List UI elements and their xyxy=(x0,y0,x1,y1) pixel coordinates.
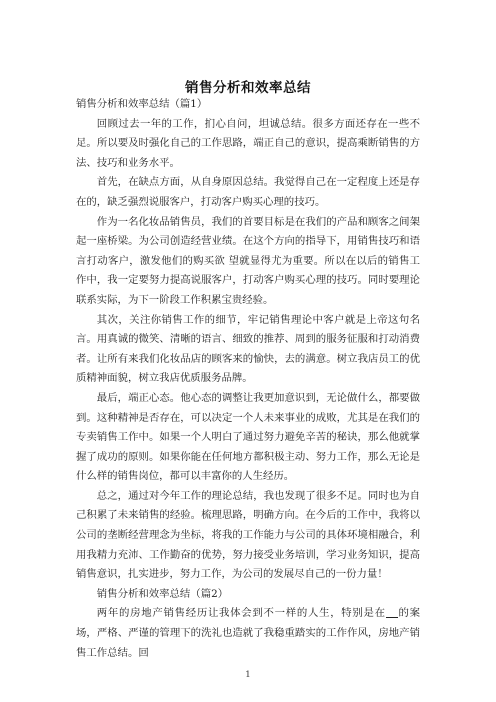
page-number: 1 xyxy=(245,670,251,680)
section-1-paragraph-5: 最后，端正心态。他心态的调整让我更加意识到，无论做什么，都要做到。这种精神是否存在，可以决定一个人未来事业的成败，尤其是在我们的专卖销售工作中。如果一个人明白了通过努力避免辛苦的秘诀，那么他就掌握了成功的原则。如果你能在任何地方都积极主动、努力工作，那么无论是什么样的销售岗位，都可以丰富你的人生经历。 xyxy=(76,391,420,483)
section-2-text-after-blank: 的案场，严格、严谨的管理下的洗礼也造就了我稳重踏实的工作作风，房地产销售工作总结。回 xyxy=(76,607,421,659)
document-title: 销售分析和效率总结 xyxy=(185,80,311,96)
section-1-paragraph-6: 总之，通过对今年工作的理论总结，我也发现了很多不足。同时也为自己积累了未来销售的经验。梳理思路，明确方向。在今后的工作中，我将以公司的垄断经营理念为坐标，将我的工作能力与公司的具体环境相融合，利用我精力充沛、工作勤奋的优势，努力接受业务培训，学习业务知识，提高销售意识，扎实进步，努力工作，为公司的发展尽自己的一份力量！ xyxy=(76,489,420,581)
section-1-paragraph-1: 回顾过去一年的工作，扪心自问，坦诚总结。很多方面还存在一些不足。所以要及时强化自己的工作思路，端正自己的意识，提高乘断销售的方法、技巧和业务水平。 xyxy=(76,117,420,169)
section-1-paragraph-2: 首先，在缺点方面，从自身原因总结。我觉得自己在一定程度上还是存在的，缺乏强烈说服客户，打动客户购买心理的技巧。 xyxy=(76,176,420,208)
section-1-paragraph-4: 其次，关注你销售工作的细节，牢记销售理论中客户就是上帝这句名言。用真诚的微笑、清晰的语言、细致的推荐、周到的服务征服和打动消费者。让所有来我们化妆品店的顾客来的愉快，去的满意。树立我店员工的优质精神面貌，树立我店优质服务品牌。 xyxy=(76,313,420,385)
section-1-heading: 销售分析和效率总结（篇1） xyxy=(76,98,208,110)
section-1-paragraph-3: 作为一名化妆品销售员，我们的首要目标是在我们的产品和顾客之间架起一座桥梁。为公司创造经营业绩。在这个方向的指导下，用销售技巧和语言打动客户，激发他们的购买欲 望就显得尤为重要。所以在以后的销售工作中，我一定要努力提高说服客户，打动客户购买心理的技巧。同时要理论联系实际，为下一阶段工作积累宝贵经验。 xyxy=(76,215,420,306)
section-2-paragraph-1 xyxy=(76,604,420,663)
section-2-text-before-blank: 两年的房地产销售经历让我体会到不一样的人生，特别是在 xyxy=(96,607,386,620)
fill-in-blank xyxy=(386,606,398,618)
document-body xyxy=(76,95,420,663)
section-2-heading: 销售分析和效率总结（篇2） xyxy=(96,587,229,600)
